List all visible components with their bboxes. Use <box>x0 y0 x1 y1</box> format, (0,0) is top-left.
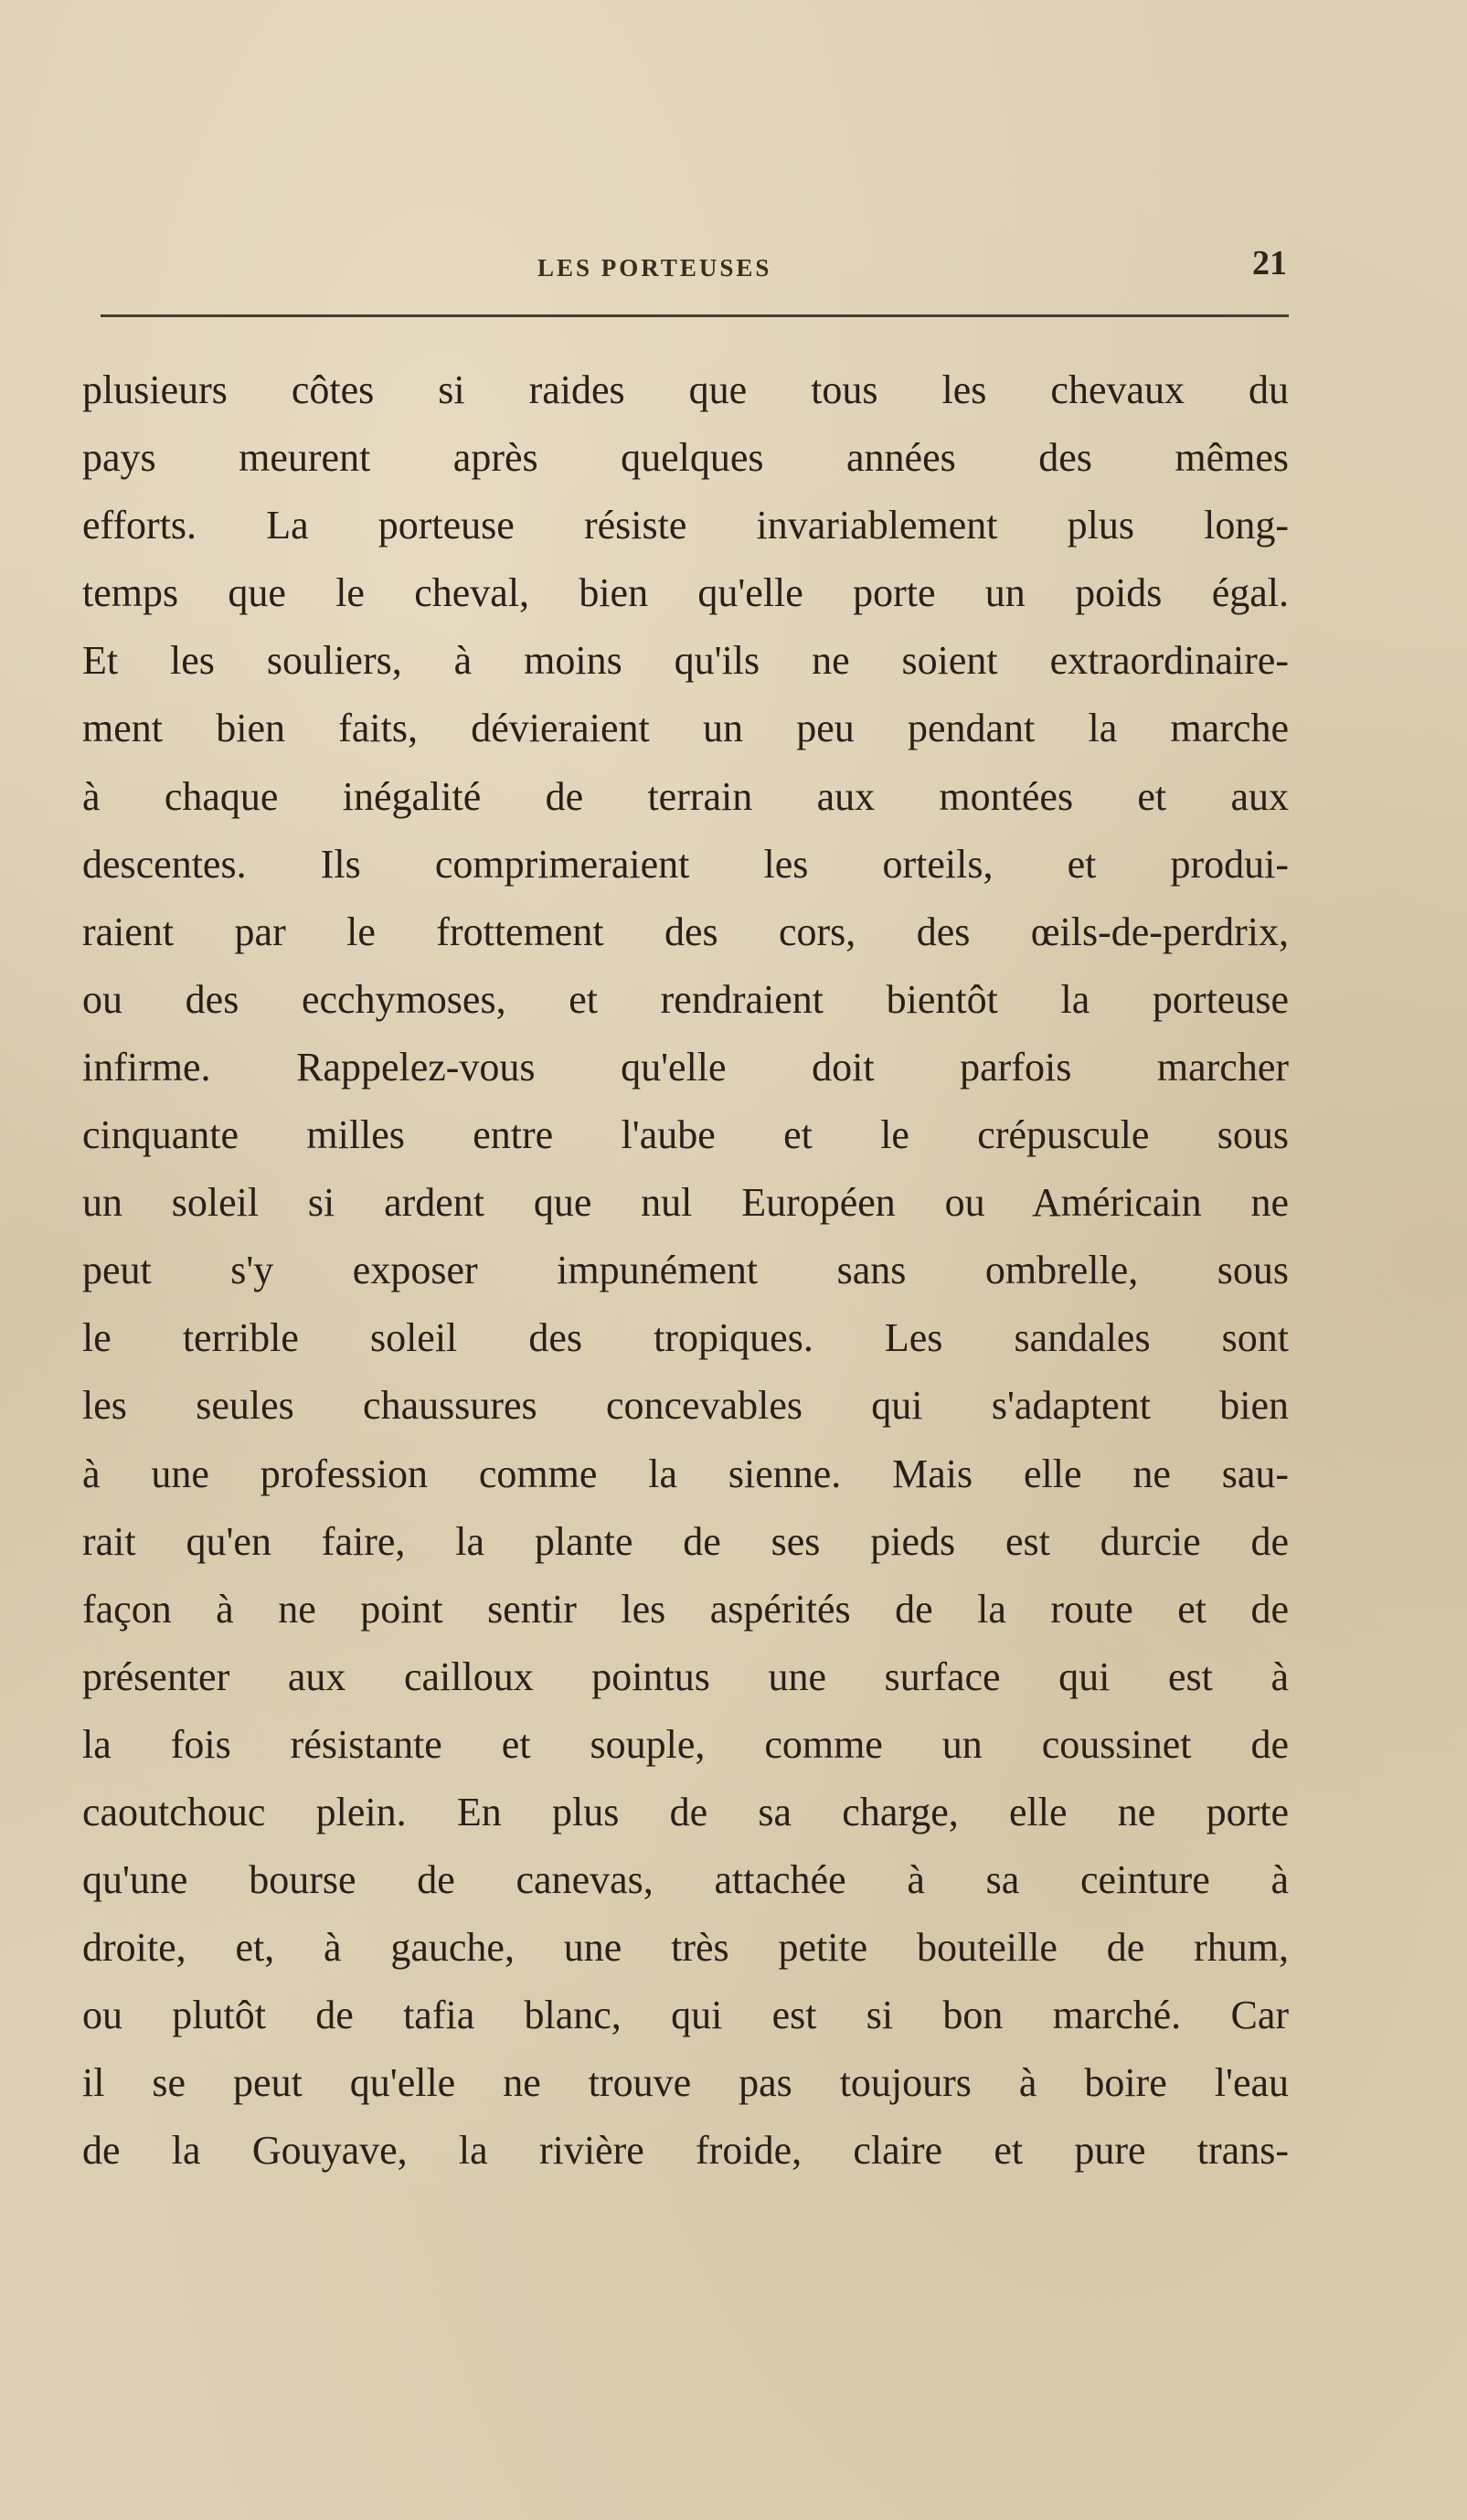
text-line: ou plutôt de tafia blanc, qui est si bon marché. Car <box>82 1993 1289 2038</box>
header-rule <box>101 314 1289 317</box>
text-line: ou des ecchymoses, et rendraient bientôt la porteuse <box>82 976 1289 1022</box>
text-line: plusieurs côtes si raides que tous les chevaux du <box>82 367 1289 412</box>
page-number: 21 <box>1252 244 1287 282</box>
text-line: façon à ne point sentir les aspérités de la route et de <box>82 1586 1289 1632</box>
text-line: peut s'y exposer impunément sans ombrelle, sous <box>82 1248 1289 1293</box>
text-line: le terrible soleil des tropiques. Les sandales sont <box>82 1315 1289 1361</box>
text-line: temps que le cheval, bien qu'elle porte un poids égal. <box>82 570 1289 616</box>
text-line: un soleil si ardent que nul Européen ou Américain ne <box>82 1180 1289 1226</box>
text-line: efforts. La porteuse résiste invariablement plus long- <box>82 503 1289 548</box>
text-line: cinquante milles entre l'aube et le crépuscule sous <box>82 1112 1289 1158</box>
text-line: ment bien faits, dévieraient un peu pendant la marche <box>82 706 1289 751</box>
text-line: de la Gouyave, la rivière froide, claire et pure trans- <box>82 2128 1289 2174</box>
body-text <box>82 356 1289 2185</box>
text-line: raient par le frottement des cors, des œils-de-perdrix, <box>82 909 1289 954</box>
text-line: à une profession comme la sienne. Mais elle ne sau- <box>82 1451 1289 1496</box>
text-line: il se peut qu'elle ne trouve pas toujours à boire l'eau <box>82 2060 1289 2106</box>
running-title: LES PORTEUSES <box>537 254 772 282</box>
text-line: qu'une bourse de canevas, attachée à sa ceinture à <box>82 1857 1289 1903</box>
text-line: la fois résistante et souple, comme un coussinet de <box>82 1721 1289 1767</box>
text-line: Et les souliers, à moins qu'ils ne soient extraordinaire- <box>82 638 1289 684</box>
text-line: les seules chaussures concevables qui s'adaptent bien <box>82 1383 1289 1429</box>
text-line: pays meurent après quelques années des mêmes <box>82 435 1289 481</box>
text-line: droite, et, à gauche, une très petite bouteille de rhum, <box>82 1925 1289 1971</box>
text-line: à chaque inégalité de terrain aux montées et aux <box>82 773 1289 819</box>
text-line: infirme. Rappelez-vous qu'elle doit parfois marcher <box>82 1044 1289 1090</box>
text-line: rait qu'en faire, la plante de ses pieds est durcie de <box>82 1518 1289 1564</box>
text-line: descentes. Ils comprimeraient les orteils, et produi- <box>82 841 1289 887</box>
running-head <box>99 236 1287 291</box>
text-line: présenter aux cailloux pointus une surface qui est à <box>82 1653 1289 1699</box>
text-line: caoutchouc plein. En plus de sa charge, elle ne porte <box>82 1789 1289 1834</box>
